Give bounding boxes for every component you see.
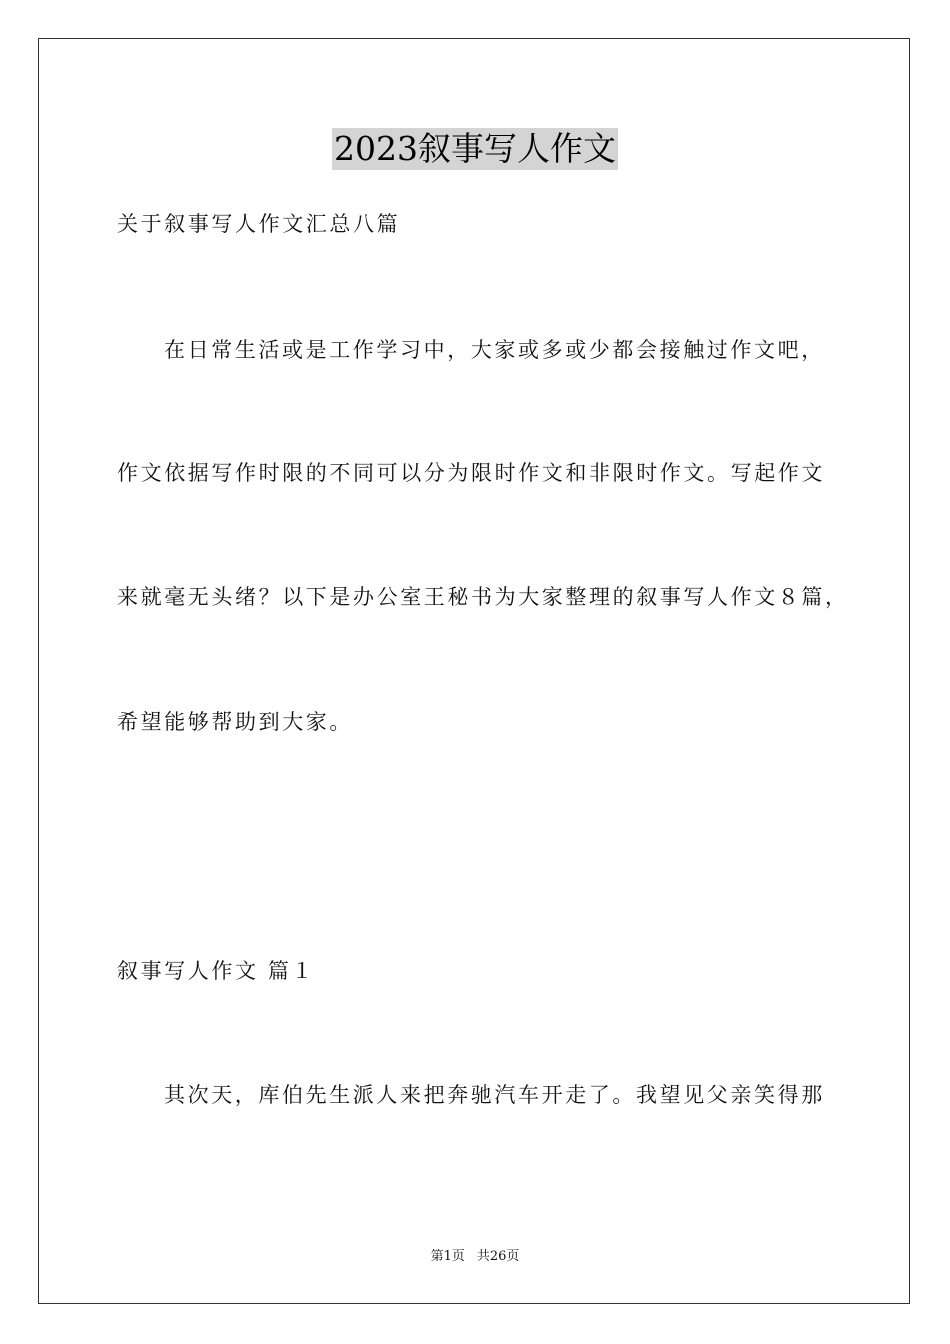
intro-line-4: 希望能够帮助到大家。 xyxy=(117,710,353,734)
intro-line-3: 来就毫无头绪？以下是办公室王秘书为大家整理的叙事写人作文８篇， xyxy=(117,585,849,609)
total-pages: 共26页 xyxy=(476,1249,520,1264)
page-number: 第1页 xyxy=(430,1249,465,1264)
section-heading: 叙事写人作文 篇１ xyxy=(117,959,316,983)
section-paragraph-line-1: 其次天，库伯先生派人来把奔驰汽车开走了。我望见父亲笑得那 xyxy=(164,1083,825,1107)
title-container xyxy=(0,128,950,170)
page-footer xyxy=(0,1248,950,1266)
document-title: 2023叙事写人作文 xyxy=(334,129,616,168)
document-subtitle: 关于叙事写人作文汇总八篇 xyxy=(117,212,401,236)
intro-line-2: 作文依据写作时限的不同可以分为限时作文和非限时作文。写起作文 xyxy=(117,461,825,485)
intro-line-1: 在日常生活或是工作学习中，大家或多或少都会接触过作文吧， xyxy=(164,338,825,362)
